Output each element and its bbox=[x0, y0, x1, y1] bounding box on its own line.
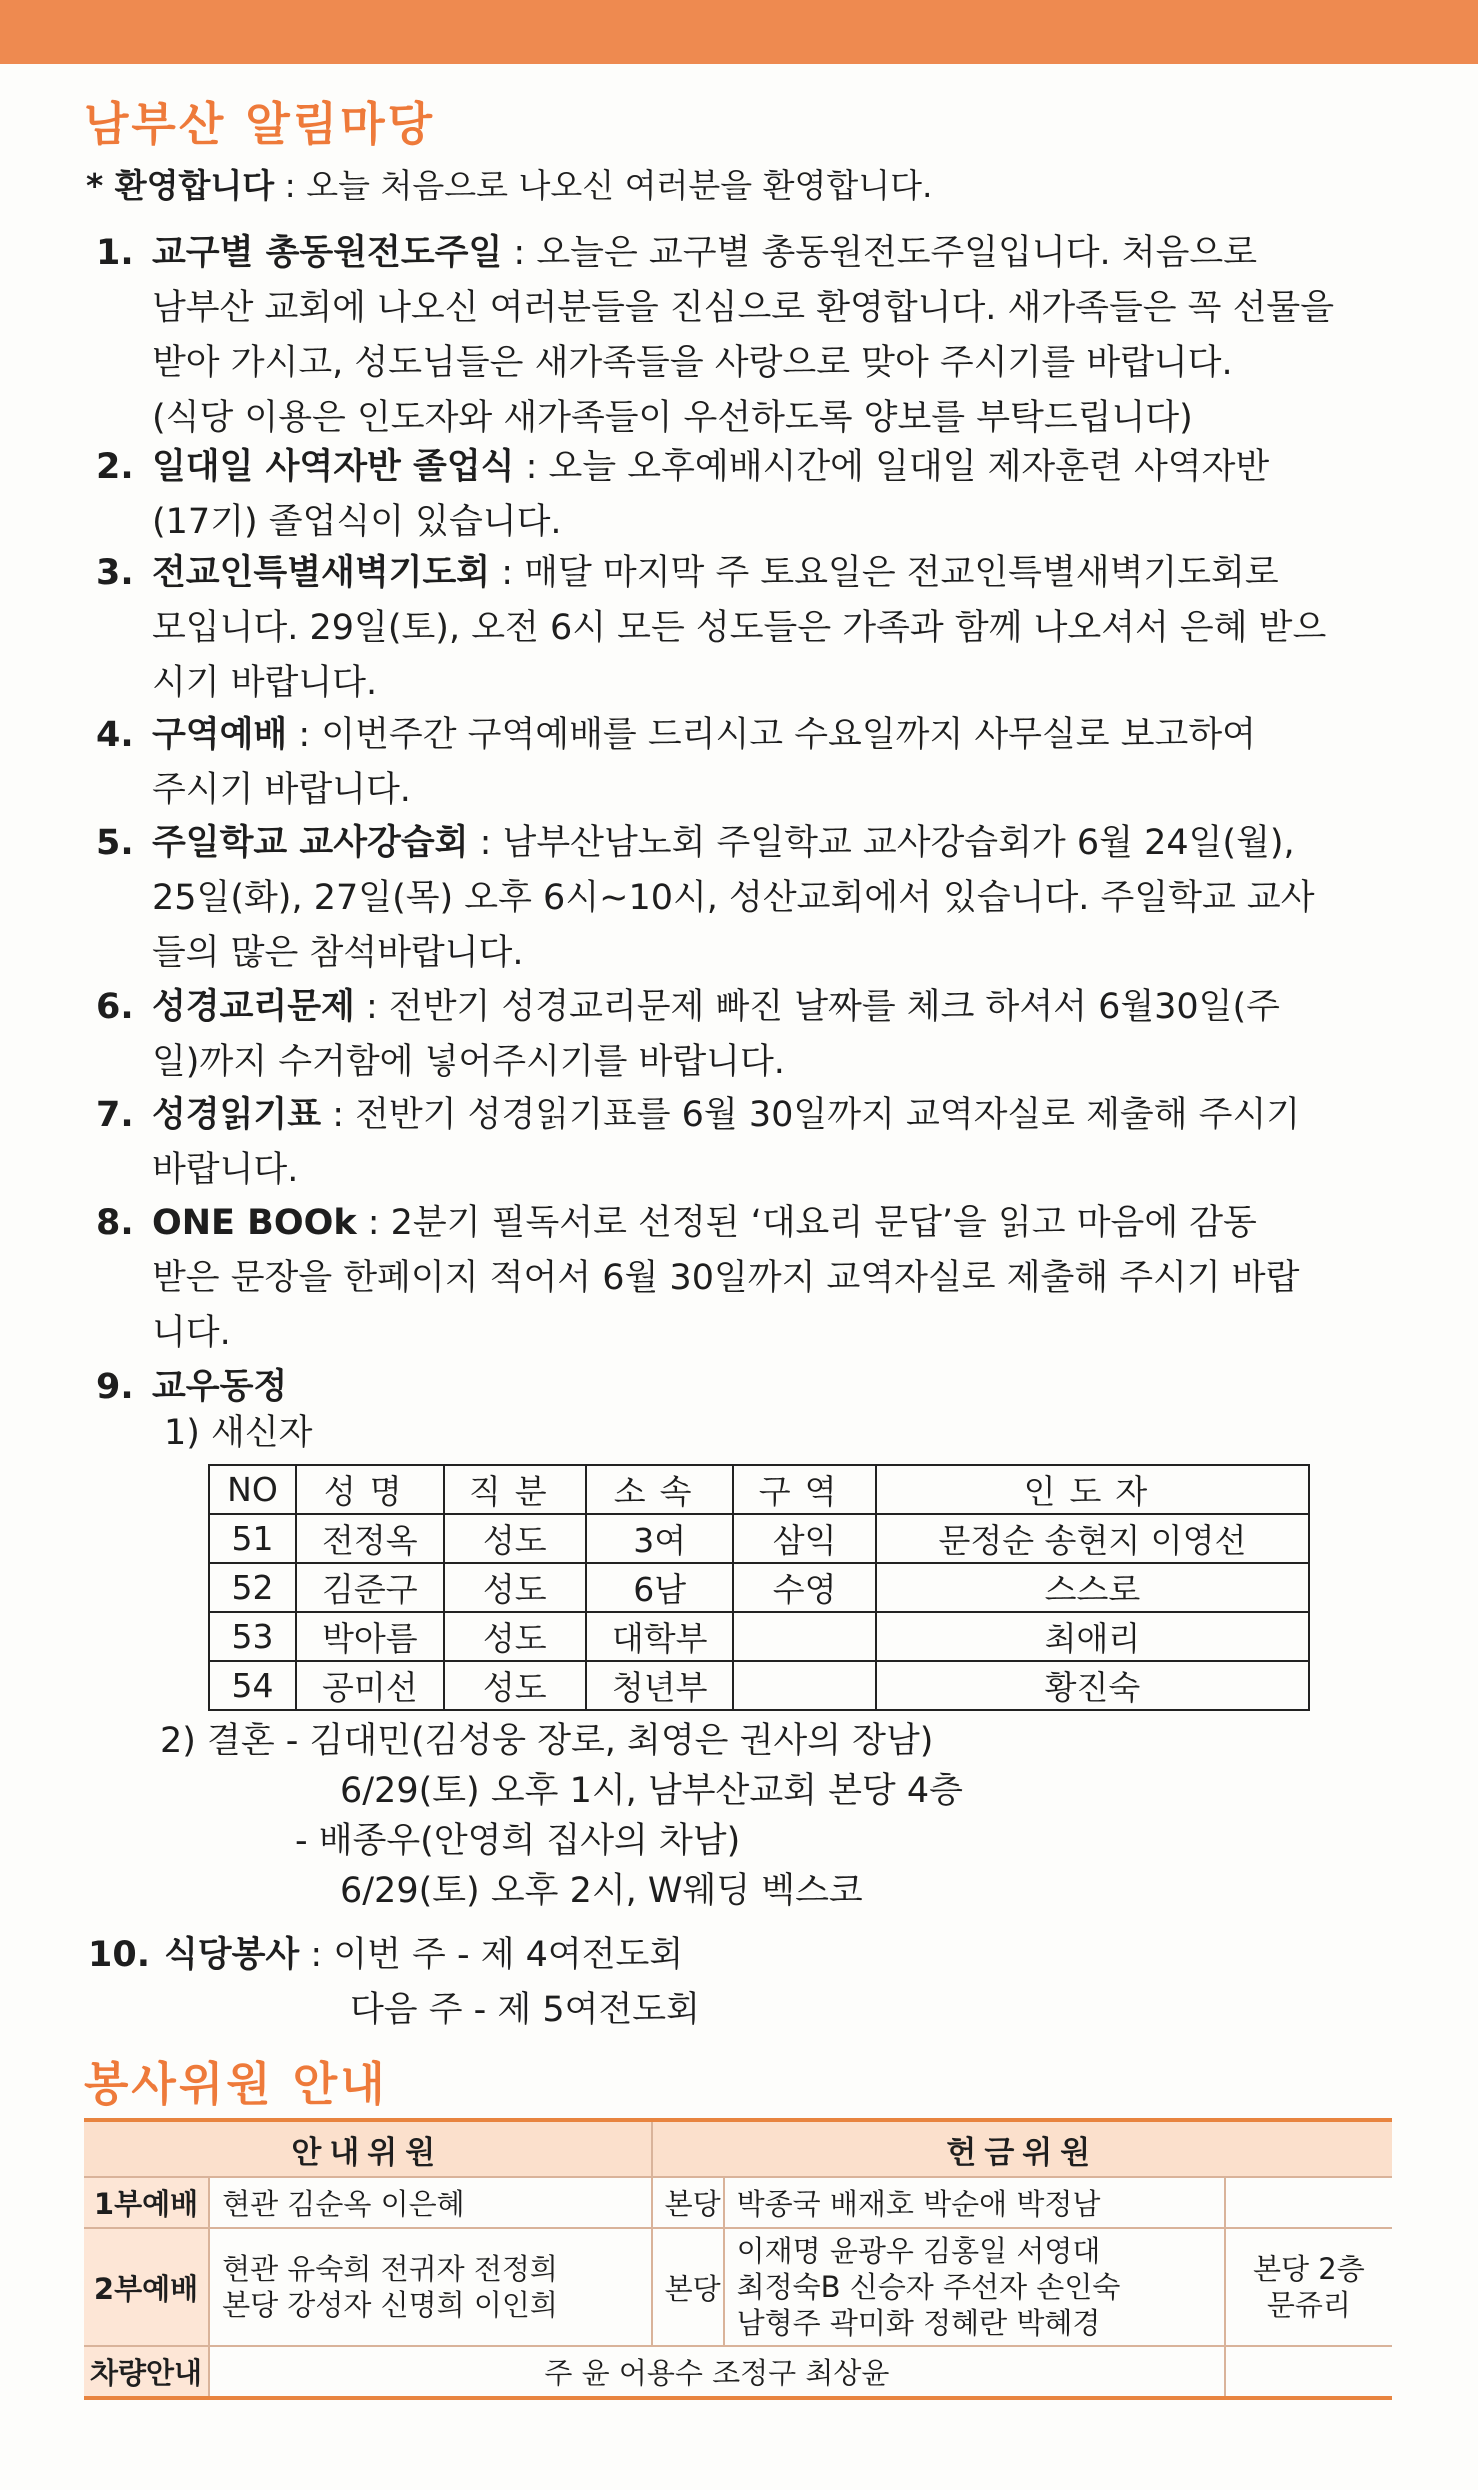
cell: 성도 bbox=[444, 1563, 586, 1612]
service-table bbox=[84, 2118, 1392, 2400]
item-title: 주일학교 교사강습회 bbox=[152, 823, 469, 863]
item-number: 3. bbox=[96, 553, 134, 593]
col-district: 구역 bbox=[733, 1465, 875, 1514]
extra-line: 본당 2층 bbox=[1253, 2252, 1365, 2286]
notice-item bbox=[96, 546, 1326, 711]
item-line: 들의 많은 참석바랍니다. bbox=[152, 933, 524, 973]
guide-line: 본당 강성자 신명희 이인희 bbox=[222, 2288, 558, 2322]
cell: 삼익 bbox=[733, 1514, 875, 1563]
item-line: 바랍니다. bbox=[152, 1150, 299, 1190]
table-row bbox=[209, 1661, 1309, 1710]
item-text: : 2분기 필독서로 선정된 ‘대요리 문답’을 읽고 마음에 감동 bbox=[356, 1203, 1257, 1243]
table-row bbox=[209, 1514, 1309, 1563]
empty-cell bbox=[1225, 2177, 1392, 2228]
cell: 성도 bbox=[444, 1514, 586, 1563]
item-number: 5. bbox=[96, 823, 134, 863]
guide-header: 안내위원 bbox=[84, 2120, 652, 2177]
notice-item bbox=[96, 226, 1334, 446]
item-text: : 전반기 성경읽기표를 6월 30일까지 교역자실로 제출해 주시기 bbox=[321, 1095, 1301, 1135]
guide-cell bbox=[209, 2228, 652, 2346]
item-line: (식당 이용은 인도자와 새가족들이 우선하도록 양보를 부탁드립니다) bbox=[152, 398, 1193, 438]
item-line: 모입니다. 29일(토), 오전 6시 모든 성도들은 가족과 함께 나오셔서 은혜 받으 bbox=[152, 608, 1327, 648]
item-number: 8. bbox=[96, 1203, 134, 1243]
notice-item bbox=[96, 1088, 1300, 1198]
item-title: 전교인특별새벽기도회 bbox=[152, 553, 491, 593]
item-number: 6. bbox=[96, 987, 134, 1027]
item-line: 25일(화), 27일(목) 오후 6시~10시, 성산교회에서 있습니다. 주일학교 교사 bbox=[152, 878, 1315, 918]
extra-line: 문쥬리 bbox=[1266, 2288, 1351, 2322]
item-number: 10. bbox=[88, 1935, 151, 1975]
row-label: 2부예배 bbox=[84, 2228, 209, 2346]
item-text: : 오늘은 교구별 총동원전도주일입니다. 처음으로 bbox=[502, 233, 1258, 273]
offering-line: 이재명 윤광우 김홍일 서영대 bbox=[736, 2234, 1101, 2268]
notice-item bbox=[96, 980, 1280, 1090]
cell: 성도 bbox=[444, 1661, 586, 1710]
cell: 박아름 bbox=[296, 1612, 444, 1661]
extra-cell bbox=[1225, 2228, 1392, 2346]
item-title: 교우동정 bbox=[152, 1367, 288, 1407]
notice-item bbox=[88, 1928, 700, 2038]
welcome-text: : 오늘 처음으로 나오신 여러분을 환영합니다. bbox=[274, 166, 933, 205]
item-line: 니다. bbox=[152, 1313, 231, 1353]
item-text: : 오늘 오후예배시간에 일대일 제자훈련 사역자반 bbox=[514, 447, 1270, 487]
cell bbox=[733, 1661, 875, 1710]
item-line: 시기 바랍니다. bbox=[152, 663, 378, 703]
notice-title: 남부산 알림마당 bbox=[84, 97, 436, 151]
cell: 최애리 bbox=[876, 1612, 1309, 1661]
col-group: 소속 bbox=[586, 1465, 734, 1514]
service-header-row bbox=[84, 2120, 1392, 2177]
guide-cell: 현관 김순옥 이은혜 bbox=[209, 2177, 652, 2228]
col-title: 직분 bbox=[444, 1465, 586, 1514]
item-number: 7. bbox=[96, 1095, 134, 1135]
guide-line: 현관 유숙희 전귀자 전정희 bbox=[222, 2252, 558, 2286]
offering-place: 본당 bbox=[652, 2228, 724, 2346]
cell: 공미선 bbox=[296, 1661, 444, 1710]
table-row bbox=[84, 2228, 1392, 2346]
item-line: (17기) 졸업식이 있습니다. bbox=[152, 502, 562, 542]
cell: 54 bbox=[209, 1661, 296, 1710]
cell: 대학부 bbox=[586, 1612, 734, 1661]
item-number: 1. bbox=[96, 233, 134, 273]
service-title: 봉사위원 안내 bbox=[84, 2057, 388, 2111]
table-row bbox=[209, 1563, 1309, 1612]
offering-line: 최정숙B 신승자 주선자 손인숙 bbox=[736, 2270, 1121, 2304]
notice-item bbox=[96, 708, 1256, 818]
weddings bbox=[160, 1716, 963, 1916]
cell: 53 bbox=[209, 1612, 296, 1661]
table-row bbox=[84, 2346, 1392, 2398]
offering-header: 헌금위원 bbox=[652, 2120, 1392, 2177]
cell: 수영 bbox=[733, 1563, 875, 1612]
cell: 전정옥 bbox=[296, 1514, 444, 1563]
item-text: : 이번주간 구역예배를 드리시고 수요일까지 사무실로 보고하여 bbox=[287, 715, 1256, 755]
item-number: 2. bbox=[96, 447, 134, 487]
cell: 문정순 송현지 이영선 bbox=[876, 1514, 1309, 1563]
offering-line: 남형주 곽미화 정혜란 박혜경 bbox=[736, 2306, 1101, 2340]
item-text: : 이번 주 - 제 4여전도회 bbox=[299, 1935, 684, 1975]
offering-cell: 박종국 배재호 박순애 박정남 bbox=[724, 2177, 1225, 2228]
item-title: 일대일 사역자반 졸업식 bbox=[152, 447, 515, 487]
wedding-line: 6/29(토) 오후 1시, 남부산교회 본당 4층 bbox=[340, 1771, 963, 1811]
item-title: 구역예배 bbox=[152, 715, 288, 755]
wedding-line: 6/29(토) 오후 2시, W웨딩 벡스코 bbox=[340, 1871, 863, 1911]
cell: 김준구 bbox=[296, 1563, 444, 1612]
item-title: 성경교리문제 bbox=[152, 987, 355, 1027]
col-name: 성명 bbox=[296, 1465, 444, 1514]
item-number: 4. bbox=[96, 715, 134, 755]
new-members-table bbox=[208, 1464, 1310, 1711]
cell: 6남 bbox=[586, 1563, 734, 1612]
table-row bbox=[209, 1612, 1309, 1661]
empty-cell bbox=[1225, 2346, 1392, 2398]
item-title: 교구별 총동원전도주일 bbox=[152, 233, 503, 273]
col-no: NO bbox=[209, 1465, 296, 1514]
notice-item bbox=[96, 816, 1315, 981]
item-line: 다음 주 - 제 5여전도회 bbox=[350, 1990, 700, 2030]
cell: 3여 bbox=[586, 1514, 734, 1563]
cell: 성도 bbox=[444, 1612, 586, 1661]
row-label: 차량안내 bbox=[84, 2346, 209, 2398]
notice-item bbox=[96, 1360, 287, 1415]
item-text: : 매달 마지막 주 토요일은 전교인특별새벽기도회로 bbox=[490, 553, 1279, 593]
item-number: 9. bbox=[96, 1367, 134, 1407]
vehicle-cell: 주 윤 어용수 조정구 최상윤 bbox=[209, 2346, 1225, 2398]
cell: 52 bbox=[209, 1563, 296, 1612]
item-line: 주시기 바랍니다. bbox=[152, 770, 411, 810]
col-guide: 인도자 bbox=[876, 1465, 1309, 1514]
welcome-label: * 환영합니다 bbox=[86, 166, 275, 205]
cell: 청년부 bbox=[586, 1661, 734, 1710]
offering-cell bbox=[724, 2228, 1225, 2346]
header-bar bbox=[0, 0, 1478, 64]
item-text: : 남부산남노회 주일학교 교사강습회가 6월 24일(월), bbox=[468, 823, 1295, 863]
wedding-line: - 배종우(안영희 집사의 차남) bbox=[295, 1821, 741, 1861]
table-row bbox=[84, 2177, 1392, 2228]
item-line: 남부산 교회에 나오신 여러분들을 진심으로 환영합니다. 새가족들은 꼭 선물을 bbox=[152, 288, 1335, 328]
table-header-row bbox=[209, 1465, 1309, 1514]
notice-item bbox=[96, 1196, 1299, 1361]
item-title: 성경읽기표 bbox=[152, 1095, 322, 1135]
wedding-line: 2) 결혼 - 김대민(김성웅 장로, 최영은 권사의 장남) bbox=[160, 1721, 934, 1761]
item-title: ONE BOOk bbox=[152, 1203, 357, 1243]
item-line: 받아 가시고, 성도님들은 새가족들을 사랑으로 맞아 주시기를 바랍니다. bbox=[152, 343, 1233, 383]
welcome-line bbox=[86, 160, 933, 207]
cell: 51 bbox=[209, 1514, 296, 1563]
item-line: 일)까지 수거함에 넣어주시기를 바랍니다. bbox=[152, 1042, 785, 1082]
item-title: 식당봉사 bbox=[164, 1935, 300, 1975]
item-line: 받은 문장을 한페이지 적어서 6월 30일까지 교역자실로 제출해 주시기 바랍 bbox=[152, 1258, 1300, 1298]
cell: 스스로 bbox=[876, 1563, 1309, 1612]
row-label: 1부예배 bbox=[84, 2177, 209, 2228]
item-text: : 전반기 성경교리문제 빠진 날짜를 체크 하셔서 6월30일(주 bbox=[354, 987, 1280, 1027]
cell bbox=[733, 1612, 875, 1661]
notice-item bbox=[96, 440, 1269, 550]
cell: 황진숙 bbox=[876, 1661, 1309, 1710]
offering-place: 본당 bbox=[652, 2177, 724, 2228]
new-members-label: 1) 새신자 bbox=[164, 1413, 313, 1453]
